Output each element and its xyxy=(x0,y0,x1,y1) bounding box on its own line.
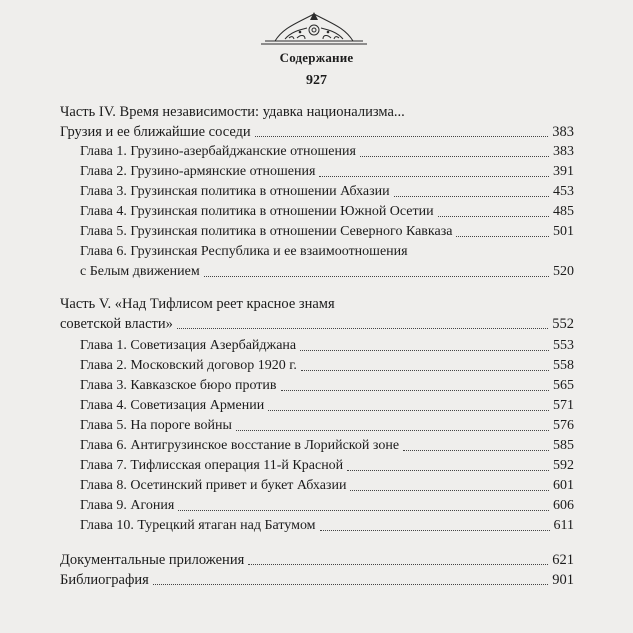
chapter-page: 383 xyxy=(553,144,574,159)
bibliography-page: 901 xyxy=(552,572,574,588)
chapter-label: Глава 3. Кавказское бюро против xyxy=(80,378,277,393)
toc-entry-p5-ch10 xyxy=(60,516,574,536)
chapter-page: 601 xyxy=(553,478,574,493)
chapter-label: Глава 1. Грузино-азербайджанские отношения xyxy=(80,144,356,159)
toc-entry-p4-ch6-line1: Глава 6. Грузинская Республика и ее взаимоотношения xyxy=(80,244,408,259)
dot-leader xyxy=(248,563,548,565)
chapter-page: 585 xyxy=(553,438,574,453)
dot-leader xyxy=(394,195,549,197)
chapter-page: 558 xyxy=(553,358,574,373)
dot-leader xyxy=(236,429,549,431)
chapter-label: Глава 5. Грузинская политика в отношении Северного Кавказа xyxy=(80,224,453,239)
dot-leader xyxy=(350,489,549,491)
chapter-label: Глава 1. Советизация Азербайджана xyxy=(80,338,297,353)
toc-entry-p4-ch4 xyxy=(60,202,574,222)
chapter-page: 611 xyxy=(553,518,574,533)
dot-leader xyxy=(281,389,550,391)
dot-leader xyxy=(153,583,548,585)
chapter-page: 592 xyxy=(553,458,574,473)
toc-entry-p4-ch3 xyxy=(60,182,574,202)
chapter-label: Глава 2. Грузино-армянские отношения xyxy=(80,164,316,179)
chapter-label: Глава 4. Грузинская политика в отношении Южной Осетии xyxy=(80,204,434,219)
toc-entry-p5-ch9 xyxy=(60,496,574,516)
chapter-page: 501 xyxy=(553,224,574,239)
dot-leader xyxy=(403,449,549,451)
chapter-page: 576 xyxy=(553,418,574,433)
toc-entry-p5-ch6 xyxy=(60,436,574,456)
dot-leader xyxy=(300,349,549,351)
chapter-label: Глава 6. Антигрузинское восстание в Лорийской зоне xyxy=(80,438,400,453)
toc-entry-p5-ch3 xyxy=(60,376,574,396)
toc-entry-p5-ch4 xyxy=(60,396,574,416)
floral-ornament-icon xyxy=(255,8,373,48)
part5-page: 552 xyxy=(552,316,574,332)
chapter-label: Глава 7. Тифлисская операция 11-й Красной xyxy=(80,458,344,473)
dot-leader xyxy=(456,235,549,237)
dot-leader xyxy=(360,155,549,157)
chapter-page: 453 xyxy=(553,184,574,199)
chapter-label: Глава 3. Грузинская политика в отношении Абхазии xyxy=(80,184,390,199)
dot-leader xyxy=(204,275,549,277)
toc-entry-p5-ch7 xyxy=(60,456,574,476)
dot-leader xyxy=(320,529,550,531)
page-number: 927 xyxy=(306,73,327,88)
part4-title-line2: Грузия и ее ближайшие соседи xyxy=(60,124,251,140)
chapter-label: Глава 8. Осетинский привет и букет Абхазии xyxy=(80,478,347,493)
toc-entry-p4-ch1 xyxy=(60,142,574,162)
chapter-label: Глава 9. Агония xyxy=(80,498,175,513)
toc-entry-p5-ch1 xyxy=(60,336,574,356)
chapter-label: с Белым движением xyxy=(80,264,200,279)
running-head: Содержание xyxy=(279,50,354,65)
dot-leader xyxy=(268,409,549,411)
toc-entry-p4-ch6 xyxy=(60,262,574,282)
bibliography-label: Библиография xyxy=(60,572,149,588)
toc-entry-p5-ch5 xyxy=(60,416,574,436)
toc-entry-p5-ch2 xyxy=(60,356,574,376)
chapter-page: 485 xyxy=(553,204,574,219)
part4-title-line1: Часть IV. Время независимости: удавка национализма... xyxy=(60,104,405,120)
dot-leader xyxy=(255,135,549,137)
dot-leader xyxy=(347,469,549,471)
toc-entry-bibliography xyxy=(60,570,574,590)
toc-entry-p4-ch2 xyxy=(60,162,574,182)
chapter-page: 553 xyxy=(553,338,574,353)
part5-title-line1: Часть V. «Над Тифлисом реет красное знамя xyxy=(60,296,335,312)
chapter-label: Глава 4. Советизация Армении xyxy=(80,398,265,413)
chapter-page: 520 xyxy=(553,264,574,279)
table-of-contents xyxy=(60,102,574,590)
chapter-label: Глава 10. Турецкий ятаган над Батумом xyxy=(80,518,316,533)
toc-entry-p4-ch5 xyxy=(60,222,574,242)
part5-entry xyxy=(60,314,574,334)
chapter-page: 565 xyxy=(553,378,574,393)
chapter-page: 606 xyxy=(553,498,574,513)
part4-page: 383 xyxy=(552,124,574,140)
dot-leader xyxy=(301,369,549,371)
part4-entry xyxy=(60,122,574,142)
chapter-page: 391 xyxy=(553,164,574,179)
dot-leader xyxy=(177,327,548,329)
appendices-label: Документальные приложения xyxy=(60,552,245,568)
chapter-page: 571 xyxy=(553,398,574,413)
dot-leader xyxy=(438,215,549,217)
toc-entry-appendices xyxy=(60,550,574,570)
chapter-label: Глава 2. Московский договор 1920 г. xyxy=(80,358,297,373)
toc-entry-p5-ch8 xyxy=(60,476,574,496)
chapter-label: Глава 5. На пороге войны xyxy=(80,418,232,433)
dot-leader xyxy=(319,175,549,177)
dot-leader xyxy=(178,509,549,511)
appendices-page: 621 xyxy=(552,552,574,568)
part5-title-line2: советской власти» xyxy=(60,316,173,332)
